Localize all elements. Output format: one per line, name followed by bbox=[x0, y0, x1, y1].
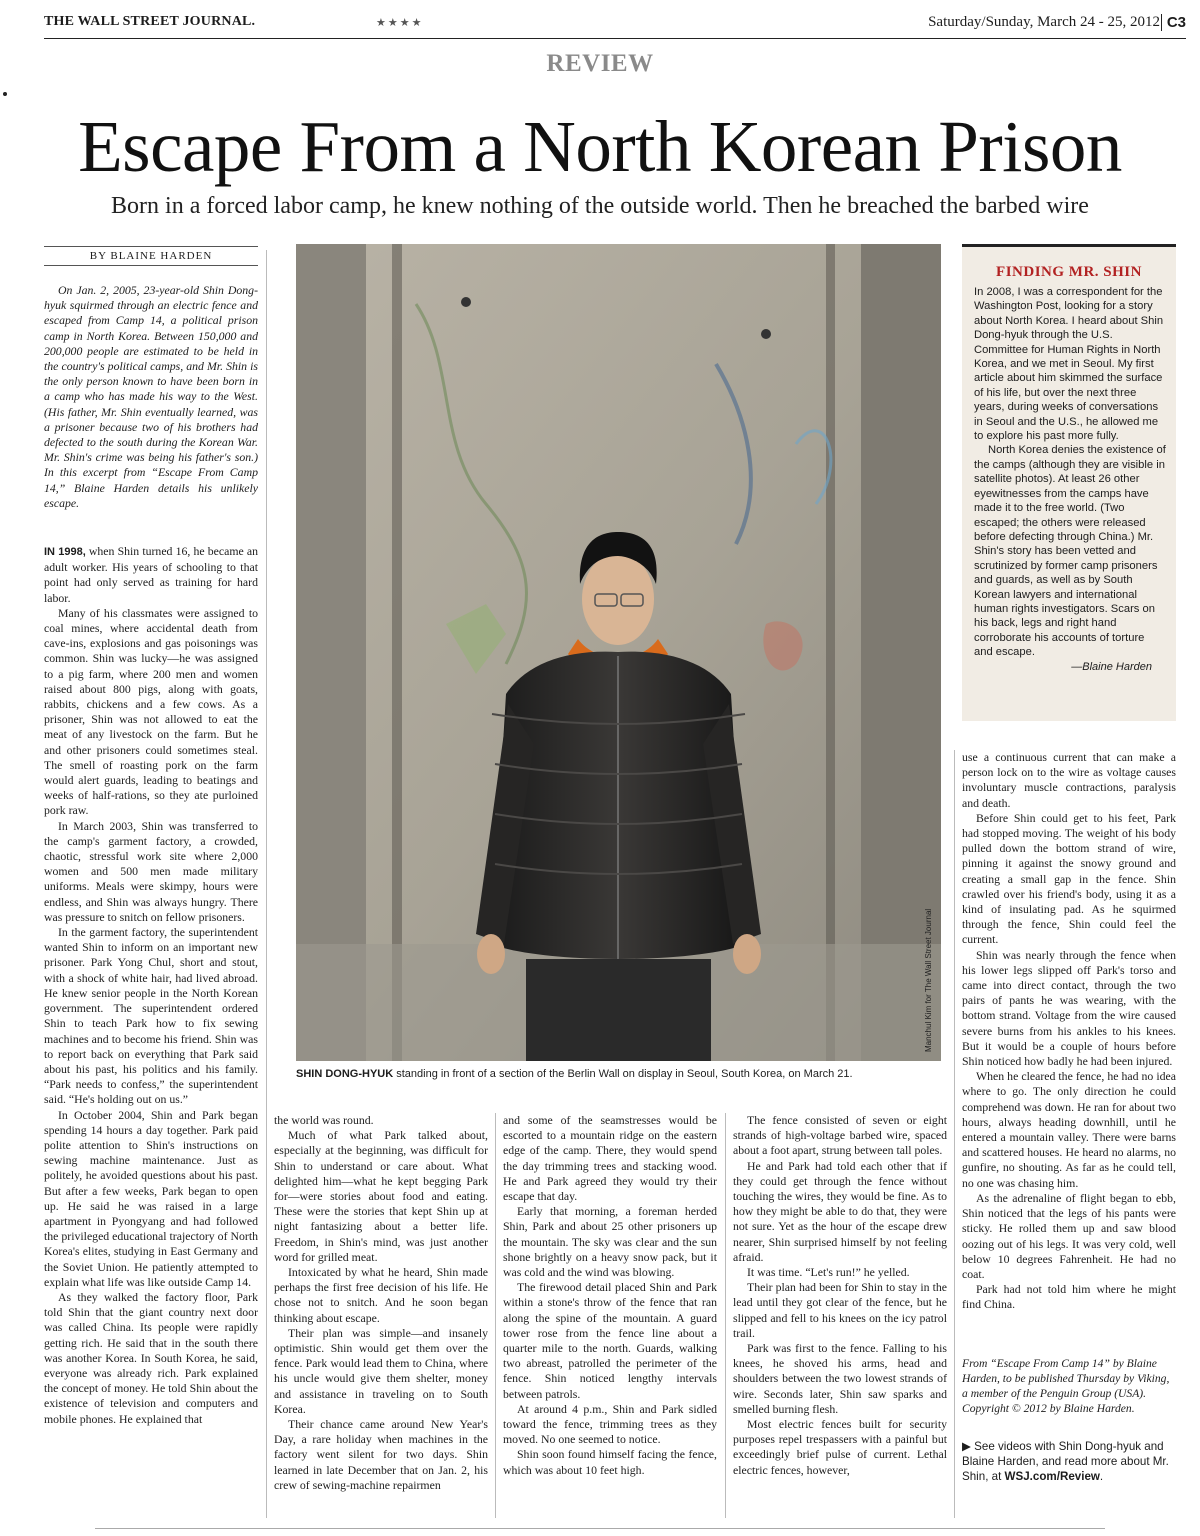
masthead bbox=[44, 8, 1186, 39]
dek: Born in a forced labor camp, he knew nothing of the outside world. Then he breached the barbed wire bbox=[111, 193, 1089, 219]
paper-name: THE WALL STREET JOURNAL. bbox=[44, 14, 256, 29]
article-column-3 bbox=[503, 1113, 717, 1478]
article-paragraph: As the adrenaline of flight began to ebb, Shin noticed that the legs of his pants were sticky. He rolled them up and saw blood oozing out of his legs. It was very cold, well below 10 degrees Fahrenheit. He had no coat. bbox=[962, 1190, 1176, 1281]
column-rule bbox=[495, 1113, 496, 1518]
article-paragraph: use a continuous current that can make a person lock on to the wire as voltage causes involuntary muscle contractions, paralysis and death. bbox=[962, 750, 1176, 810]
article-paragraph: Park had not told him where he might find China. bbox=[962, 1282, 1176, 1312]
article-paragraph: As they walked the factory floor, Park told Shin that the giant country next door was called China. Its people were rapidly getting rich. He said that in the south there was another Korea. In South Korea, he said, everyone was already rich. Park explained the concept of money. He told Shin about the existence of television and computers and mobile phones. He explained that bbox=[44, 1289, 258, 1426]
photo-illustration bbox=[296, 244, 941, 1061]
article-paragraph: The firewood detail placed Shin and Park within a stone's throw of the fence that ran along the spine of the mountain. A guard tower rose from the fence line about a quarter mile to the north. Guards, walking two abreast, patrolled the perimeter of the fence. Shin noticed lengthy intervals between patrols. bbox=[503, 1280, 717, 1401]
book-credit-note: From “Escape From Camp 14” by Blaine Harden, to be published Thursday by Viking, a member of the Penguin Group (USA). Copyright © 2012 by Blaine Harden. bbox=[962, 1357, 1170, 1415]
column-rule bbox=[954, 750, 955, 1518]
article-paragraph: Shin soon found himself facing the fence, which was about 10 feet high. bbox=[503, 1447, 717, 1477]
section-label: REVIEW bbox=[546, 50, 654, 77]
bottom-rule bbox=[95, 1528, 1105, 1529]
sidebar-paragraph: North Korea denies the existence of the camps (although they are visible in satellite photos). At least 26 other eyewitnesses from the camps have made it to the free world. (Two escaped; the others were released before defecting through China.) Mr. Shin's story has been vetted and scrutinized by former camp prisoners and guards, as well as by South Korean lawyers and international human rights investigators. Scars on his back, legs and right hand corroborate his accounts of torture and escape. bbox=[974, 444, 1166, 659]
intro-italic bbox=[44, 283, 258, 511]
edition-stars: ★★★★ bbox=[376, 17, 424, 29]
article-paragraph: Their chance came around New Year's Day, a rare holiday when machines in the factory went silent for two days. Shin learned in late December that on Jan. 2, his crew of sewing-machine repairmen bbox=[274, 1417, 488, 1492]
photo-credit: Manchul Kim for The Wall Street Journal bbox=[924, 908, 933, 1052]
margin-dot bbox=[3, 92, 7, 96]
caption-name: SHIN DONG-HYUK bbox=[296, 1068, 394, 1080]
page-number: C3 bbox=[1161, 14, 1186, 31]
lead-in: IN 1998, bbox=[44, 546, 86, 558]
sidebar-signature: —Blaine Harden bbox=[1071, 660, 1152, 673]
article-paragraph: The fence consisted of seven or eight strands of high-voltage barbed wire, spaced about a foot apart, strung between tall poles. bbox=[733, 1113, 947, 1158]
article-paragraph: He and Park had told each other that if they could get through the fence without touching the wires, they would be fine. As to how they might be able to do that, they were not sure. Yet as the hour of the escape drew nearer, Shin surprised himself by not feeling afraid. bbox=[733, 1158, 947, 1264]
article-paragraph: It was time. “Let's run!” he yelled. bbox=[747, 1265, 910, 1280]
article-paragraph: Their plan was simple—and insanely optimistic. Shin would get them over the fence. Park would lead them to China, where his uncle would give them shelter, money and assistance in traveling on to South Korea. bbox=[274, 1325, 488, 1416]
intro-paragraph: On Jan. 2, 2005, 23-year-old Shin Dong-hyuk squirmed through an electric fence and escaped from Camp 14, a political prison camp in North Korea. Between 150,000 and 200,000 people are estimated to be held in the country's political camps, and Mr. Shin is the only person known to have been born in a camp who has made his way to the West. (His father, Mr. Shin eventually learned, was a prisoner because two of his brothers had defected to the south during the Korean War. Mr. Shin's crime was being his father's son.) In this excerpt from “Escape From Camp 14,” Blaine Harden details his unlikely escape. bbox=[44, 283, 258, 510]
article-paragraph: When he cleared the fence, he had no idea where to go. The only direction he could comprehend was down. He ran for about two hours, always heading downhill, until he entered a mountain valley. There were barns and scattered houses. He heard no alarms, no gunfire, no shouting. As far as he could tell, no one was chasing him. bbox=[962, 1069, 1176, 1190]
article-paragraph: Intoxicated by what he heard, Shin made perhaps the first free decision of his life. He chose not to snitch. And he soon began thinking about escape. bbox=[274, 1265, 488, 1325]
issue-date: Saturday/Sunday, March 24 - 25, 2012 bbox=[928, 14, 1160, 30]
sidebar-box bbox=[962, 244, 1176, 721]
byline: BY BLAINE HARDEN bbox=[44, 246, 258, 266]
promo-text: See videos with Shin Dong-hyuk and Blaine Harden, and read more about Mr. Shin, at bbox=[962, 1440, 1169, 1483]
article-paragraph: In the garment factory, the superintendent wanted Shin to inform on an important new prisoner. Park Yong Chul, short and stout, with a shock of white hair, had lived abroad. He knew senior people in the North Korean government. The superintendent ordered Shin to teach Park how to fix sewing machines and to become his friend. Shin was to report back on everything that Park said about his past, his politics and his family. “Park needs to confess,” the superintendent said. “He's holding out on us.” bbox=[44, 925, 258, 1107]
promo-link[interactable]: WSJ.com/Review bbox=[1004, 1470, 1100, 1483]
article-paragraph bbox=[44, 544, 258, 606]
article-column-4 bbox=[733, 1113, 947, 1478]
arrow-icon: ▶ bbox=[962, 1440, 971, 1453]
article-paragraph: Park was first to the fence. Falling to his knees, he shoved his arms, head and shoulders between the two lowest strands of wire. Seconds later, Shin saw sparks and smelled burning flesh. bbox=[733, 1341, 947, 1416]
caption-text: standing in front of a section of the Berlin Wall on display in Seoul, South Korea, on March 21. bbox=[393, 1068, 853, 1080]
article-paragraph: and some of the seamstresses would be escorted to a mountain ridge on the eastern edge of the camp. There, they would spend the day trimming trees and stacking wood. He and Park agreed they would try their escape that day. bbox=[503, 1113, 717, 1204]
article-paragraph: Early that morning, a foreman herded Shin, Park and about 25 other prisoners up the mountain. The sky was clear and the sun shone brightly on a heavy snow pack, but it was cold and the wind was blowing. bbox=[503, 1204, 717, 1280]
article-paragraph: Many of his classmates were assigned to coal mines, where accidental death from cave-ins, explosions and gas poisonings was common. Shin was lucky—he was assigned to a pig farm, where 200 men and women raised about 800 pigs, along with goats, rabbits, chickens and a few cows. As a prisoner, Shin was not allowed to eat the meat of any livestock on the farm. But he and other prisoners could sometimes steal. The smell of roasting pork on the farm would alert guards, leading to beatings and weeks of half-rations, so they ate purloined pork raw. bbox=[44, 605, 258, 818]
sidebar-body bbox=[974, 285, 1166, 674]
article-paragraph: Shin was nearly through the fence when his lower legs slipped off Park's torso and came into direct contact, through the two pairs of pants he was wearing, with the bottom strand. Voltage from the wire caused severe burns from his ankles to his knees. But it would be a couple of hours before Shin noticed how badly he had been injured. bbox=[962, 947, 1176, 1069]
sidebar-paragraph: In 2008, I was a correspondent for the Washington Post, looking for a story about North Korea. I heard about Shin Dong-hyuk through the U.S. Committee for Human Rights in North Korea, and we met in Seoul. My first article about him skimmed the surface of his life, but over the next three years, during weeks of conversations in Seoul and the U.S., he allowed me to explore his past more fully. bbox=[974, 286, 1164, 443]
video-promo bbox=[962, 1439, 1176, 1484]
sidebar-title: FINDING MR. SHIN bbox=[996, 264, 1142, 280]
article-paragraph: In October 2004, Shin and Park began spending 14 hours a day together. Park paid polite attention to Shin's instructions on sewing machine maintenance. Just as politely, he avoided questions about his past. But after a few weeks, Park began to open up. He said he was raised in a large apartment in Pyongyang and had followed the privileged educational trajectory of North Korea's elites, studying in East Germany and the Soviet Union. He patiently attempted to explain what life was like outside Camp 14. bbox=[44, 1107, 258, 1289]
article-column-5 bbox=[962, 750, 1176, 1313]
headline: Escape From a North Korean Prison bbox=[78, 106, 1122, 187]
article-paragraph: Before Shin could get to his feet, Park had stopped moving. The weight of his body pulled down the bottom strand of wire, pinning it against the snowy ground and creating a small gap in the fence. Shin crawled over his friend's body, using it as a kind of insulating pad. As he squirmed through the fence, Shin could feel the current. bbox=[962, 810, 1176, 947]
article-paragraph: In March 2003, Shin was transferred to the camp's garment factory, a crowded, chaotic, stressful work site where 2,000 women and 500 men made military uniforms. Meals were skimpy, hours were endless, and Shin was always hungry. There was pressure to snitch on fellow prisoners. bbox=[44, 818, 258, 924]
article-paragraph: At around 4 p.m., Shin and Park sidled toward the fence, trimming trees as they moved. No one seemed to notice. bbox=[503, 1401, 717, 1447]
article-paragraph: Their plan had been for Shin to stay in the lead until they got clear of the fence, but he slipped and fell to his knees on the icy patrol trail. bbox=[733, 1280, 947, 1340]
article-column-2 bbox=[274, 1113, 488, 1493]
portrait-photo bbox=[296, 244, 941, 1061]
article-paragraph: Much of what Park talked about, especially at the beginning, was difficult for Shin to understand or care about. What delighted him—what he kept begging Park for—were stories about food and eating. These were the stories that kept Shin up at night fantasizing about a better life. Freedom, in Shin's mind, was just another word for grilled meat. bbox=[274, 1128, 488, 1264]
article-paragraph: Most electric fences built for security purposes repel trespassers with a painful but exceedingly brief pulse of current. Lethal electric fences, however, bbox=[733, 1417, 947, 1477]
article-paragraph: the world was round. bbox=[274, 1113, 374, 1127]
photo-caption bbox=[296, 1068, 941, 1080]
paragraph-text: when Shin turned 16, he became an adult worker. His years of schooling to that point had only served as training for hard labor. bbox=[44, 544, 258, 605]
promo-end: . bbox=[1099, 1470, 1104, 1483]
column-rule bbox=[725, 1113, 726, 1518]
column-rule bbox=[266, 250, 267, 1518]
article-column-1 bbox=[44, 544, 258, 1427]
